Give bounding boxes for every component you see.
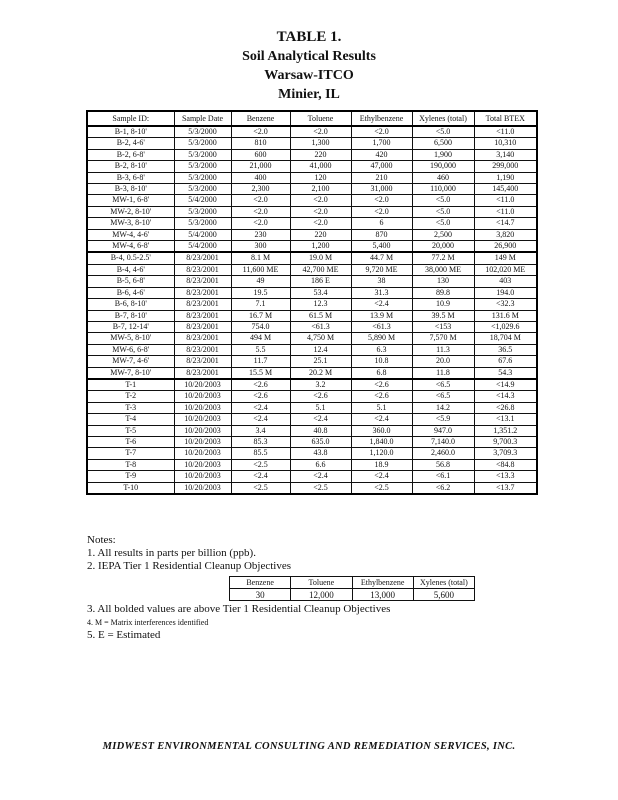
table-cell: 8.1 M — [231, 252, 290, 264]
table-cell: 1,200 — [290, 241, 351, 253]
table-cell: 10/20/2003 — [174, 482, 231, 494]
table-cell: <14.3 — [474, 391, 537, 402]
table-cell: 8/23/2001 — [174, 344, 231, 355]
table-cell: T-9 — [87, 471, 174, 482]
table-cell: 19.0 M — [290, 252, 351, 264]
table-cell: 5.1 — [290, 402, 351, 413]
table-cell: 5/3/2000 — [174, 172, 231, 183]
table-cell: <2.0 — [290, 206, 351, 217]
table-cell: 5/3/2000 — [174, 206, 231, 217]
table-cell: <6.2 — [412, 482, 474, 494]
table-cell: T-1 — [87, 379, 174, 391]
table-cell: 8/23/2001 — [174, 299, 231, 310]
table-cell: 21,000 — [231, 161, 290, 172]
table-cell: <32.3 — [474, 299, 537, 310]
table-cell: 9,720 ME — [351, 264, 412, 275]
table-row — [87, 459, 537, 470]
table-cell: 145,400 — [474, 184, 537, 195]
table-cell: 18,704 M — [474, 333, 537, 344]
table-cell: 11.7 — [231, 356, 290, 367]
table-cell: 120 — [290, 172, 351, 183]
table-cell: 300 — [231, 241, 290, 253]
tier1-value: 30 — [230, 589, 291, 601]
site-name: Warsaw-ITCO — [264, 68, 354, 83]
tier1-value: 5,600 — [413, 589, 474, 601]
table-cell: 8/23/2001 — [174, 264, 231, 275]
table-row — [87, 310, 537, 321]
table-cell: 6.8 — [351, 367, 412, 379]
table-cell: 3,140 — [474, 149, 537, 160]
table-header-row — [87, 111, 537, 126]
table-cell: <2.0 — [231, 206, 290, 217]
table-cell: 14.2 — [412, 402, 474, 413]
table-cell: MW-7, 8-10' — [87, 367, 174, 379]
table-cell: 10/20/2003 — [174, 402, 231, 413]
table-cell: <13.3 — [474, 471, 537, 482]
table-cell: 20.0 — [412, 356, 474, 367]
table-cell: B-4, 0.5-2.5' — [87, 252, 174, 264]
table-cell: <2.4 — [231, 414, 290, 425]
table-cell: <5.0 — [412, 195, 474, 206]
table-cell: 5.5 — [231, 344, 290, 355]
table-cell: <2.4 — [351, 299, 412, 310]
table-cell: 5,400 — [351, 241, 412, 253]
table-cell: 61.5 M — [290, 310, 351, 321]
table-row — [87, 229, 537, 240]
table-cell: 10/20/2003 — [174, 436, 231, 447]
table-cell: MW-2, 8-10' — [87, 206, 174, 217]
table-cell: T-6 — [87, 436, 174, 447]
table-cell: <5.9 — [412, 414, 474, 425]
table-cell: 44.7 M — [351, 252, 412, 264]
table-row — [87, 402, 537, 413]
table-cell: 5/3/2000 — [174, 218, 231, 229]
table-cell: <61.3 — [290, 321, 351, 332]
table-cell: 77.2 M — [412, 252, 474, 264]
table-cell: 6.6 — [290, 459, 351, 470]
table-cell: 754.0 — [231, 321, 290, 332]
column-header: Ethylbenzene — [351, 111, 412, 126]
table-cell: <2.6 — [351, 391, 412, 402]
table-cell: 130 — [412, 276, 474, 287]
table-cell: <13.7 — [474, 482, 537, 494]
table-row — [87, 149, 537, 160]
table-cell: <5.0 — [412, 218, 474, 229]
company-footer: MIDWEST ENVIRONMENTAL CONSULTING AND REMEDIATION SERVICES, INC. — [102, 741, 516, 752]
table-cell: 15.5 M — [231, 367, 290, 379]
table-cell: 8/23/2001 — [174, 310, 231, 321]
table-cell: <2.0 — [290, 126, 351, 138]
table-cell: 2,500 — [412, 229, 474, 240]
table-row — [87, 321, 537, 332]
table-cell: 41,000 — [290, 161, 351, 172]
table-row — [87, 252, 537, 264]
table-row — [87, 218, 537, 229]
table-row — [87, 241, 537, 253]
table-cell: <2.4 — [290, 414, 351, 425]
table-row — [87, 391, 537, 402]
table-row — [87, 482, 537, 494]
table-cell: 8/23/2001 — [174, 321, 231, 332]
table-cell: 110,000 — [412, 184, 474, 195]
table-title: TABLE 1. — [276, 29, 342, 45]
table-cell: 49 — [231, 276, 290, 287]
table-cell: 10.8 — [351, 356, 412, 367]
table-row — [87, 448, 537, 459]
table-cell: 10/20/2003 — [174, 425, 231, 436]
note-4: 4. M = Matrix interferences identified — [87, 618, 209, 627]
table-cell: 67.6 — [474, 356, 537, 367]
table-cell: <61.3 — [351, 321, 412, 332]
table-cell: 16.7 M — [231, 310, 290, 321]
table-row — [87, 379, 537, 391]
table-cell: <11.0 — [474, 126, 537, 138]
table-cell: 3.2 — [290, 379, 351, 391]
table-cell: 11.8 — [412, 367, 474, 379]
table-cell: <2.0 — [351, 126, 412, 138]
table-cell: 38,000 ME — [412, 264, 474, 275]
table-cell: 9,700.3 — [474, 436, 537, 447]
table-row — [87, 138, 537, 149]
table-cell: 299,000 — [474, 161, 537, 172]
table-cell: <2.6 — [290, 391, 351, 402]
table-cell: T-2 — [87, 391, 174, 402]
table-cell: <2.5 — [290, 482, 351, 494]
table-cell: B-3, 8-10' — [87, 184, 174, 195]
table-row — [87, 195, 537, 206]
table-cell: <153 — [412, 321, 474, 332]
table-cell: 5.1 — [351, 402, 412, 413]
table-cell: T-7 — [87, 448, 174, 459]
tier1-value: 13,000 — [352, 589, 413, 601]
table-cell: B-7, 12-14' — [87, 321, 174, 332]
table-cell: 2,300 — [231, 184, 290, 195]
table-cell: 149 M — [474, 252, 537, 264]
table-cell: B-7, 8-10' — [87, 310, 174, 321]
table-cell: <2.5 — [231, 459, 290, 470]
table-cell: 8/23/2001 — [174, 367, 231, 379]
table-row — [87, 436, 537, 447]
column-header: Benzene — [231, 111, 290, 126]
table-cell: 6 — [351, 218, 412, 229]
table-cell: 38 — [351, 276, 412, 287]
table-cell: B-6, 8-10' — [87, 299, 174, 310]
notes-block — [87, 534, 291, 573]
table-row — [87, 276, 537, 287]
table-cell: 13.9 M — [351, 310, 412, 321]
table-cell: <26.8 — [474, 402, 537, 413]
table-cell: T-8 — [87, 459, 174, 470]
table-row — [87, 344, 537, 355]
table-cell: <2.6 — [231, 379, 290, 391]
table-cell: <2.0 — [231, 218, 290, 229]
table-cell: T-3 — [87, 402, 174, 413]
table-cell: 600 — [231, 149, 290, 160]
table-cell: 10/20/2003 — [174, 414, 231, 425]
table-cell: MW-3, 8-10' — [87, 218, 174, 229]
note-2: 2. IEPA Tier 1 Residential Cleanup Objectives — [87, 560, 291, 572]
note-3: 3. All bolded values are above Tier 1 Residential Cleanup Objectives — [87, 603, 391, 615]
table-cell: 12.3 — [290, 299, 351, 310]
column-header: Xylenes (total) — [412, 111, 474, 126]
table-cell: <2.4 — [290, 471, 351, 482]
table-cell: B-2, 8-10' — [87, 161, 174, 172]
table-cell: 6,500 — [412, 138, 474, 149]
table-cell: 360.0 — [351, 425, 412, 436]
table-cell: 494 M — [231, 333, 290, 344]
table-cell: 870 — [351, 229, 412, 240]
table-cell: 1,300 — [290, 138, 351, 149]
table-cell: 10/20/2003 — [174, 471, 231, 482]
table-cell: 1,120.0 — [351, 448, 412, 459]
table-cell: 8/23/2001 — [174, 333, 231, 344]
table-cell: <2.0 — [351, 206, 412, 217]
table-cell: 54.3 — [474, 367, 537, 379]
table-cell: <2.0 — [290, 218, 351, 229]
notes-heading: Notes: — [87, 534, 116, 546]
table-cell: 85.3 — [231, 436, 290, 447]
table-cell: <5.0 — [412, 126, 474, 138]
table-cell: B-6, 4-6' — [87, 287, 174, 298]
table-cell: 2,460.0 — [412, 448, 474, 459]
table-cell: MW-5, 8-10' — [87, 333, 174, 344]
table-row — [87, 126, 537, 138]
table-cell: 42,700 ME — [290, 264, 351, 275]
table-cell: 18.9 — [351, 459, 412, 470]
table-row — [87, 206, 537, 217]
table-cell: 635.0 — [290, 436, 351, 447]
table-row — [87, 425, 537, 436]
table-cell: T-10 — [87, 482, 174, 494]
table-cell: 230 — [231, 229, 290, 240]
tier1-header: Ethylbenzene — [352, 577, 413, 589]
table-cell: 5/4/2000 — [174, 229, 231, 240]
table-cell: 43.8 — [290, 448, 351, 459]
table-cell: <2.0 — [231, 195, 290, 206]
table-cell: 420 — [351, 149, 412, 160]
table-cell: 12.4 — [290, 344, 351, 355]
table-cell: 5/3/2000 — [174, 126, 231, 138]
table-cell: 19.5 — [231, 287, 290, 298]
column-header: Sample ID: — [87, 111, 174, 126]
table-cell: 7.1 — [231, 299, 290, 310]
table-cell: B-4, 4-6' — [87, 264, 174, 275]
table-cell: 6.3 — [351, 344, 412, 355]
table-cell: <1,029.6 — [474, 321, 537, 332]
table-cell: 7,570 M — [412, 333, 474, 344]
table-cell: T-5 — [87, 425, 174, 436]
table-cell: 1,351.2 — [474, 425, 537, 436]
table-cell: 5,890 M — [351, 333, 412, 344]
note-5: 5. E = Estimated — [87, 629, 161, 641]
table-cell: <13.1 — [474, 414, 537, 425]
table-cell: <84.8 — [474, 459, 537, 470]
table-body — [87, 126, 537, 494]
table-cell: 8/23/2001 — [174, 287, 231, 298]
table-cell: 194.0 — [474, 287, 537, 298]
table-cell: 85.5 — [231, 448, 290, 459]
table-cell: MW-4, 4-6' — [87, 229, 174, 240]
note-1: 1. All results in parts per billion (ppb). — [87, 547, 256, 559]
tier1-objectives-table — [229, 576, 475, 601]
table-cell: <6.5 — [412, 379, 474, 391]
table-cell: MW-4, 6-8' — [87, 241, 174, 253]
table-cell: <5.0 — [412, 206, 474, 217]
table-cell: 31,000 — [351, 184, 412, 195]
table-cell: B-2, 6-8' — [87, 149, 174, 160]
table-cell: 25.1 — [290, 356, 351, 367]
table-cell: 460 — [412, 172, 474, 183]
table-cell: 400 — [231, 172, 290, 183]
table-cell: 403 — [474, 276, 537, 287]
table-row — [87, 287, 537, 298]
table-cell: <2.0 — [231, 126, 290, 138]
table-row — [87, 414, 537, 425]
table-cell: <11.0 — [474, 195, 537, 206]
table-cell: 10/20/2003 — [174, 448, 231, 459]
site-location: Minier, IL — [278, 87, 340, 102]
table-subtitle: Soil Analytical Results — [242, 49, 376, 64]
table-row — [87, 299, 537, 310]
table-cell: <11.0 — [474, 206, 537, 217]
table-cell: 11.3 — [412, 344, 474, 355]
table-cell: 10/20/2003 — [174, 391, 231, 402]
table-cell: <2.5 — [351, 482, 412, 494]
table-cell: 26,900 — [474, 241, 537, 253]
table-cell: 31.3 — [351, 287, 412, 298]
table-cell: 1,900 — [412, 149, 474, 160]
table-cell: <2.4 — [351, 471, 412, 482]
column-header: Sample Date — [174, 111, 231, 126]
table-cell: 1,190 — [474, 172, 537, 183]
table-cell: 11,600 ME — [231, 264, 290, 275]
table-row — [87, 333, 537, 344]
table-cell: MW-1, 6-8' — [87, 195, 174, 206]
table-cell: 190,000 — [412, 161, 474, 172]
column-header: Total BTEX — [474, 111, 537, 126]
tier1-header: Toluene — [291, 577, 352, 589]
table-cell: <2.6 — [351, 379, 412, 391]
table-cell: <14.7 — [474, 218, 537, 229]
table-cell: 3,709.3 — [474, 448, 537, 459]
table-row — [87, 264, 537, 275]
table-cell: <6.5 — [412, 391, 474, 402]
table-row — [87, 356, 537, 367]
table-cell: 8/23/2001 — [174, 276, 231, 287]
table-cell: 5/3/2000 — [174, 161, 231, 172]
table-cell: 10/20/2003 — [174, 379, 231, 391]
table-cell: B-5, 6-8' — [87, 276, 174, 287]
table-cell: 5/3/2000 — [174, 184, 231, 195]
table-cell: T-4 — [87, 414, 174, 425]
table-cell: 53.4 — [290, 287, 351, 298]
table-cell: 36.5 — [474, 344, 537, 355]
table-cell: 47,000 — [351, 161, 412, 172]
table-cell: 220 — [290, 229, 351, 240]
table-cell: 3.4 — [231, 425, 290, 436]
table-cell: <2.4 — [351, 414, 412, 425]
table-cell: 5/4/2000 — [174, 195, 231, 206]
table-cell: <2.6 — [231, 391, 290, 402]
table-cell: MW-6, 6-8' — [87, 344, 174, 355]
notes-block-continued — [87, 603, 390, 642]
table-cell: <2.4 — [231, 471, 290, 482]
table-row — [87, 471, 537, 482]
table-cell: B-1, 8-10' — [87, 126, 174, 138]
table-cell: 220 — [290, 149, 351, 160]
table-cell: <2.4 — [231, 402, 290, 413]
table-cell: B-3, 6-8' — [87, 172, 174, 183]
table-cell: 8/23/2001 — [174, 252, 231, 264]
table-cell: 131.6 M — [474, 310, 537, 321]
table-cell: 10,310 — [474, 138, 537, 149]
table-cell: 20.2 M — [290, 367, 351, 379]
table-cell: <14.9 — [474, 379, 537, 391]
tier1-value: 12,000 — [291, 589, 352, 601]
table-cell: 102,020 ME — [474, 264, 537, 275]
table-cell: 39.5 M — [412, 310, 474, 321]
table-cell: 5/3/2000 — [174, 138, 231, 149]
table-cell: 1,700 — [351, 138, 412, 149]
table-cell: 4,750 M — [290, 333, 351, 344]
table-cell: 56.8 — [412, 459, 474, 470]
table-cell: 10/20/2003 — [174, 459, 231, 470]
table-cell: <2.0 — [351, 195, 412, 206]
table-row — [87, 172, 537, 183]
table-cell: <2.5 — [231, 482, 290, 494]
table-cell: 1,840.0 — [351, 436, 412, 447]
table-cell: 89.8 — [412, 287, 474, 298]
table-cell: 947.0 — [412, 425, 474, 436]
table-cell: 5/3/2000 — [174, 149, 231, 160]
table-cell: 186 E — [290, 276, 351, 287]
table-cell: 8/23/2001 — [174, 356, 231, 367]
table-cell: 20,000 — [412, 241, 474, 253]
table-cell: 7,140.0 — [412, 436, 474, 447]
table-cell: 5/4/2000 — [174, 241, 231, 253]
table-row — [87, 161, 537, 172]
table-row — [87, 184, 537, 195]
table-cell: MW-7, 4-6' — [87, 356, 174, 367]
tier1-header: Benzene — [230, 577, 291, 589]
table-row — [87, 367, 537, 379]
column-header: Toluene — [290, 111, 351, 126]
document-header — [0, 28, 618, 104]
soil-results-table — [86, 110, 538, 495]
table-cell: 2,100 — [290, 184, 351, 195]
table-cell: 210 — [351, 172, 412, 183]
table-cell: <2.0 — [290, 195, 351, 206]
table-cell: 810 — [231, 138, 290, 149]
table-cell: 10.9 — [412, 299, 474, 310]
table-cell: 3,820 — [474, 229, 537, 240]
tier1-header: Xylenes (total) — [413, 577, 474, 589]
table-cell: <6.1 — [412, 471, 474, 482]
table-cell: B-2, 4-6' — [87, 138, 174, 149]
table-cell: 40.8 — [290, 425, 351, 436]
